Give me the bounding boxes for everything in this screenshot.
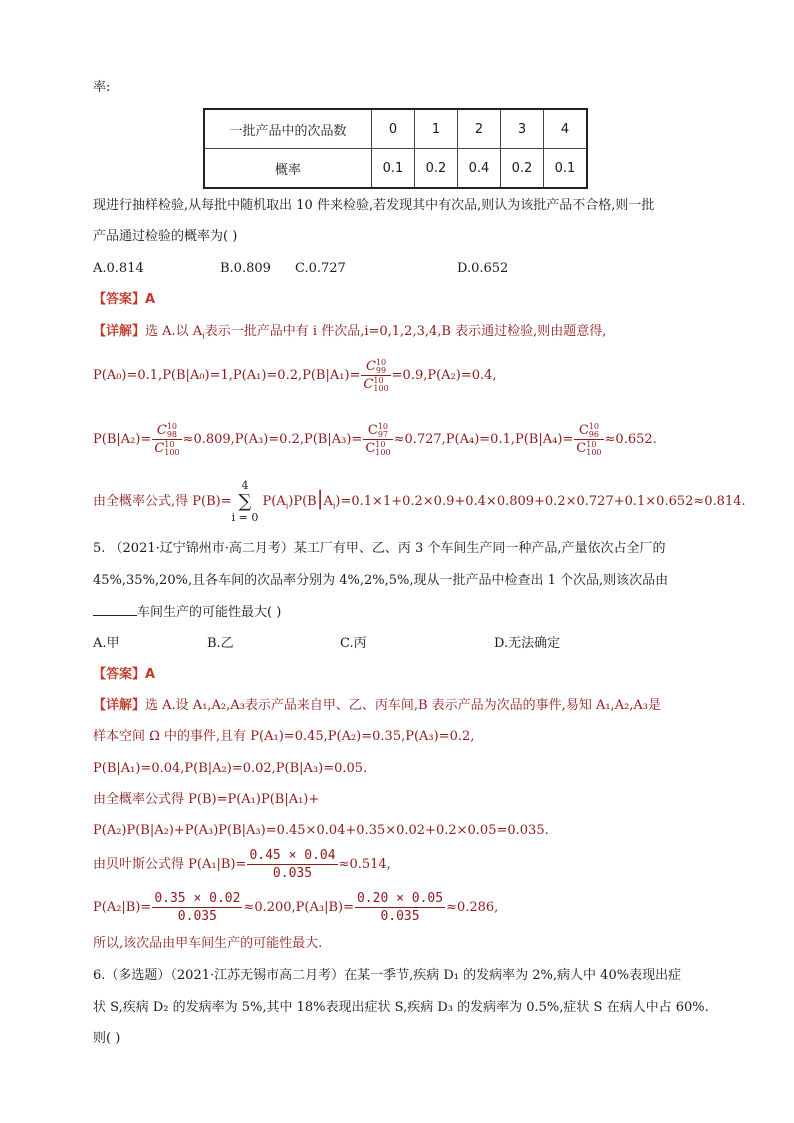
table-cell: 0.4 [458, 149, 501, 189]
q5-detail-line2: 样本空间 Ω 中的事件,且有 P(A₁)=0.45,P(A₂)=0.35,P(A₃)=0.2, [93, 729, 475, 744]
table-prob-label: 概率 [204, 149, 372, 189]
q4-option-a: A.0.814 [93, 261, 144, 276]
q5-conclusion: 所以,该次品由甲车间生产的可能性最大. [93, 936, 323, 951]
sigma-top: 4 [241, 478, 249, 492]
q5-bayes1-tail: ≈0.514, [338, 857, 391, 872]
q5-bayes-line2 [93, 888, 498, 930]
bayes3-numerator: 0.20 × 0.05 [356, 891, 444, 906]
q4-total-tail: )=0.1×1+0.2×0.9+0.4×0.809+0.2×0.727+0.1×0.652≈0.814. [335, 494, 746, 509]
q4-stem-line2: 产品通过检验的概率为( ) [93, 229, 238, 244]
table-cell: 0.1 [372, 149, 415, 189]
q4-detail-text-b: 表示一批产品中有 i 件次品,i=0,1,2,3,4,B 表示通过检验,则由题意得, [204, 324, 607, 339]
q4-detail [93, 322, 606, 347]
q4-detail-text-a: 选 A.以 A [145, 324, 203, 339]
q5-stem-line2: 45%,35%,20%,且各车间的次品率分别为 4%,2%,5%,现从一批产品中检查出 1 个次品,则该次品由 [93, 573, 669, 588]
q5-answer: 【答案】A [93, 667, 156, 682]
q6-line1: 6.（多选题）（2021·江苏无锡市高二月考）在某一季节,疾病 D₁ 的发病率为 2%,病人中 40%表现出症 [93, 968, 682, 983]
bayes1-denominator: 0.035 [272, 866, 313, 881]
q4-prob-line1 [93, 356, 497, 400]
q4-detail-sub: i [202, 331, 205, 341]
table-cell: 2 [458, 109, 501, 149]
table-cell: 0.2 [501, 149, 544, 189]
q6-line3: 则( ) [93, 1031, 121, 1046]
q5-bayes3-tail: ≈0.286, [446, 900, 499, 915]
q4-stem-line1: 现进行抽样检验,从每批中随机取出 10 件来检验,若发现其中有次品,则认为该批产品不合格,则一批 [93, 198, 655, 213]
q5-option-b: B.乙 [207, 636, 234, 651]
q4-total-prefix: 由全概率公式,得 P(B)= [93, 494, 232, 509]
q5-detail-line3: P(B|A₁)=0.04,P(B|A₂)=0.02,P(B|A₃)=0.05. [93, 761, 368, 776]
fraction-bayes2 [152, 890, 242, 925]
fraction-bayes1 [247, 847, 337, 882]
q5-option-d: D.无法确定 [494, 636, 561, 651]
sigma-bottom: i = 0 [231, 510, 259, 524]
q4-option-d: D.0.652 [457, 261, 509, 276]
q5-bayes-line1 [93, 845, 391, 887]
q5-bayes2-mid: ≈0.200,P(A₃|B)= [243, 900, 354, 915]
table-cell: 1 [415, 109, 458, 149]
q4-prob-line2-a: P(B|A₂)= [93, 432, 152, 447]
q4-prob-line1-text: P(A₀)=0.1,P(B|A₀)=1,P(A₁)=0.2,P(B|A₁)= [93, 368, 361, 383]
q5-option-a: A.甲 [93, 636, 120, 651]
distribution-table [203, 108, 588, 189]
table-row [204, 149, 587, 189]
table-cell: 0.1 [544, 149, 588, 189]
q4-prob-line1-tail: =0.9,P(A₂)=0.4, [391, 368, 497, 383]
q4-prob-line2-c: ≈0.727,P(A₄)=0.1,P(B|A₄)= [393, 432, 574, 447]
q4-option-b: B.0.809 [220, 261, 271, 276]
q4-prob-line2-b: ≈0.809,P(A₃)=0.2,P(B|A₃)= [182, 432, 363, 447]
q5-stem-line3 [93, 603, 281, 623]
bayes2-numerator: 0.35 × 0.02 [154, 891, 241, 906]
q6-line2: 状 S,疾病 D₂ 的发病率为 5%,其中 18%表现出症状 S,疾病 D₃ 的发病率为 0.5%,症状 S 在病人中占 60%. [93, 1000, 709, 1015]
fraction-c96-c100: C 10 96 C 10 100 [576, 421, 602, 457]
fraction-c99-c100: C 10 99 C 10 100 [363, 357, 389, 393]
answer-blank [93, 615, 137, 616]
q5-bayes-prefix: 由贝叶斯公式得 P(A₁|B)= [93, 857, 247, 872]
q5-stem-line1: 5. （2021·辽宁锦州市·高二月考）某工厂有甲、乙、丙 3 个车间生产同一种产品,产量依次占全厂的 [93, 541, 666, 556]
bayes3-denominator: 0.035 [380, 909, 420, 924]
q5-detail-line5: P(A₂)P(B|A₂)+P(A₃)P(B|A₃)=0.45×0.04+0.35×0.02+0.2×0.05=0.035. [93, 823, 549, 838]
fraction-c97-c100: C 10 97 C 10 100 [365, 421, 391, 457]
fraction-bayes3 [355, 890, 445, 925]
q5-stem-line3-text: 车间生产的可能性最大( ) [137, 605, 282, 620]
table-row [204, 109, 587, 149]
table-cell: 0 [372, 109, 415, 149]
q4-answer: 【答案】A [93, 292, 156, 307]
q5-option-c: C.丙 [340, 636, 367, 651]
bayes1-numerator: 0.45 × 0.04 [249, 848, 336, 863]
table-cell: 0.2 [415, 149, 458, 189]
q4-detail-text [145, 324, 606, 339]
q5-detail-line1 [93, 696, 661, 716]
q5-detail-label: 【详解】 [93, 698, 146, 713]
table-cell: 3 [501, 109, 544, 149]
q4-total-mid: P(A [262, 494, 286, 509]
fraction-c98-c100: C 10 98 C 10 100 [154, 421, 180, 457]
q4-total-probability: 由全概率公式,得 P(B)= 4 ∑ i = 0 $P(A_i)P(B|A_i)=0.1\times 1+0.2\times 0.9+0.4\times 0.809+0.2\times 0.727+0.1\times 0.652\approx 0.814$. [93, 478, 746, 524]
q4-option-c: C.0.727 [295, 261, 346, 276]
q4-prob-line2-d: ≈0.652. [604, 432, 657, 447]
q5-detail-line4: 由全概率公式得 P(B)=P(A₁)P(B|A₁)+ [93, 792, 320, 807]
q4-detail-label: 【详解】 [93, 324, 146, 339]
intro-fragment: 率: [93, 80, 111, 95]
q5-bayes2-prefix: P(A₂|B)= [93, 900, 152, 915]
q4-prob-line2 [93, 420, 657, 464]
table-header-label: 一批产品中的次品数 [204, 109, 372, 149]
sigma-symbol: 4 ∑ i = 0 [231, 478, 259, 524]
q5-detail-line1-text: 选 A.设 A₁,A₂,A₃表示产品来自甲、乙、丙车间,B 表示产品为次品的事件,易知 A₁,A₂,A₃是 [145, 698, 662, 713]
table-cell: 4 [544, 109, 588, 149]
bayes2-denominator: 0.035 [177, 909, 217, 924]
